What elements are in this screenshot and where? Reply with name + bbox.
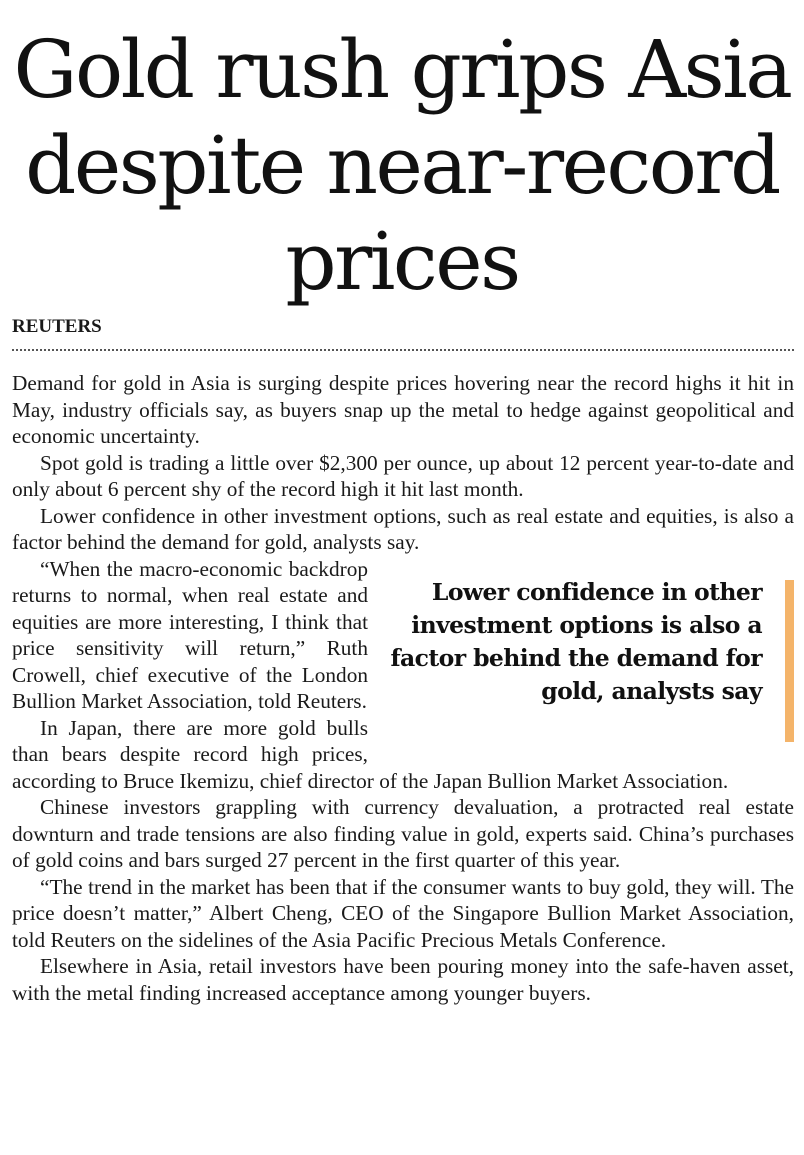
paragraph-6: Chinese investors grappling with currency devaluation, a protracted real estate downturn and trade tensions are also finding value in gold, experts said. China’s purchases of gold coins and bars surged 27 percent in the first quarter of this year. xyxy=(12,795,794,872)
headline: Gold rush grips Asia despite near-record prices xyxy=(13,23,791,308)
pull-quote-accent-bar xyxy=(785,580,794,742)
paragraph-4 xyxy=(12,556,794,715)
paragraph-5: In Japan, there are more gold bulls than bears despite record high prices, according to Bruce Ikemizu, chief director of the Japan Bullion Market Association. xyxy=(12,715,729,793)
byline: REUTERS xyxy=(12,316,102,337)
pull-quote: Lower confidence in other investment options is also a factor behind the demand for gold, analysts say xyxy=(390,577,762,705)
pull-quote-box xyxy=(390,556,794,742)
paragraph-7: “The trend in the market has been that if the consumer wants to buy gold, they will. The price doesn’t matter,” Albert Cheng, CEO of the Singapore Bullion Market Association, told Reuters on the sidelines of the Asia Pacific Precious Metals Conference. xyxy=(12,874,794,952)
article-body xyxy=(12,370,794,1145)
paragraph-2: Spot gold is trading a little over $2,300 per ounce, up about 12 percent year-to-date and only about 6 percent shy of the record high it hit last month. xyxy=(12,450,794,501)
paragraph-8: Elsewhere in Asia, retail investors have been pouring money into the safe-haven asset, with the metal finding increased acceptance among younger buyers. xyxy=(12,954,794,1005)
paragraph-1: Demand for gold in Asia is surging despite prices hovering near the record highs it hit in May, industry officials say, as buyers snap up the metal to hedge against geopolitical and economic uncertainty. xyxy=(12,371,794,448)
paragraph-4-text: “When the macro-economic backdrop returns to normal, when real estate and equities are more interesting, I think that price sensitivity will return,” Ruth Crowell, chief executive of the London Bullion Market Association, told Reuters. xyxy=(12,556,368,713)
paragraph-3: Lower confidence in other investment options, such as real estate and equities, is also a factor behind the demand for gold, analysts say. xyxy=(12,503,794,554)
dotted-divider xyxy=(12,349,794,351)
